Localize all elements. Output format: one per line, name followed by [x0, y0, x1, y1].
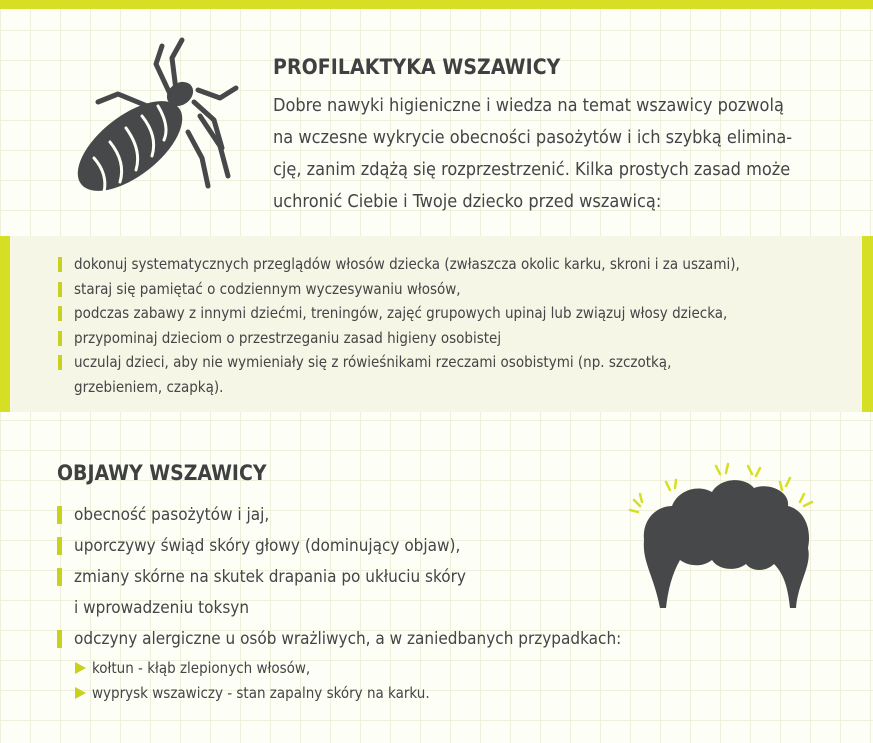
tip-item — [58, 277, 848, 302]
symptom-item — [57, 500, 697, 531]
tips-panel-accent-left — [0, 236, 10, 412]
symptom-text: uporczywy świąd skóry głowy (dominujący objaw), — [74, 536, 461, 556]
bullet-bar-icon — [58, 282, 62, 297]
tip-text: uczulaj dzieci, aby nie wymieniały się z rówieśnikami rzeczami osobistymi (np. szczotką, — [74, 353, 672, 371]
tips-list — [58, 252, 848, 399]
sub-item — [75, 681, 430, 706]
symptom-text: obecność pasożytów i jaj, — [74, 505, 270, 525]
tip-text: staraj się pamiętać o codziennym wyczesywaniu włosów, — [74, 279, 461, 298]
bullet-bar-icon — [58, 257, 62, 272]
sub-item-text: wyprysk wszawiczy - stan zapalny skóry na karku. — [92, 684, 430, 702]
intro-title: PROFILAKTYKA WSZAWICY — [273, 55, 561, 79]
tip-item — [58, 252, 848, 277]
tips-panel-accent-right — [862, 236, 873, 412]
tip-text: przypominaj dzieciom o przestrzeganiu zasad higieny osobistej — [74, 328, 502, 347]
sub-item-text: kołtun - kłąb zlepionych włosów, — [92, 659, 311, 677]
bullet-bar-icon — [58, 331, 62, 346]
bullet-bar-icon — [58, 306, 62, 321]
symptom-item — [57, 531, 697, 562]
bullet-bar-icon — [57, 630, 62, 648]
tip-item — [58, 350, 848, 399]
tip-text: dokonuj systematycznych przeglądów włosów dziecka (zwłaszcza okolic karku, skroni i za uszami), — [74, 255, 740, 273]
symptoms-list — [57, 500, 697, 655]
tip-item — [58, 326, 848, 351]
triangle-bullet-icon — [75, 662, 86, 674]
tip-text: podczas zabawy z innymi dziećmi, treningów, zajęć grupowych upinaj lub związuj włosy dziecka, — [74, 304, 728, 322]
symptom-item — [57, 624, 697, 655]
intro-line: uchronić Ciebie i Twoje dziecko przed wszawicą: — [273, 191, 662, 212]
intro-line: na wczesne wykrycie obecności pasożytów i ich szybką elimina- — [273, 127, 793, 148]
symptom-text: i wprowadzeniu toksyn — [74, 598, 250, 618]
symptom-sub-list — [75, 656, 430, 706]
bullet-bar-icon — [57, 568, 62, 586]
sub-item — [75, 656, 430, 681]
symptom-text: odczyny alergiczne u osób wrażliwych, a w zaniedbanych przypadkach: — [74, 629, 622, 649]
louse-icon — [60, 36, 260, 206]
symptoms-title: OBJAWY WSZAWICY — [57, 461, 267, 485]
intro-line: Dobre nawyki higieniczne i wiedza na temat wszawicy pozwolą — [273, 95, 784, 116]
bullet-bar-icon — [58, 355, 62, 370]
tip-item — [58, 301, 848, 326]
symptom-text: zmiany skórne na skutek drapania po ukłuciu skóry — [74, 567, 466, 587]
bullet-bar-icon — [57, 506, 62, 524]
intro-paragraph — [273, 90, 833, 218]
bullet-bar-icon — [57, 537, 62, 555]
triangle-bullet-icon — [75, 687, 86, 699]
tip-text: grzebieniem, czapką). — [74, 377, 224, 396]
top-accent-bar — [0, 0, 873, 9]
symptom-item — [57, 562, 697, 624]
intro-line: cję, zanim zdążą się rozprzestrzenić. Kilka prostych zasad może — [273, 159, 791, 180]
itchy-hair-icon — [620, 456, 825, 616]
